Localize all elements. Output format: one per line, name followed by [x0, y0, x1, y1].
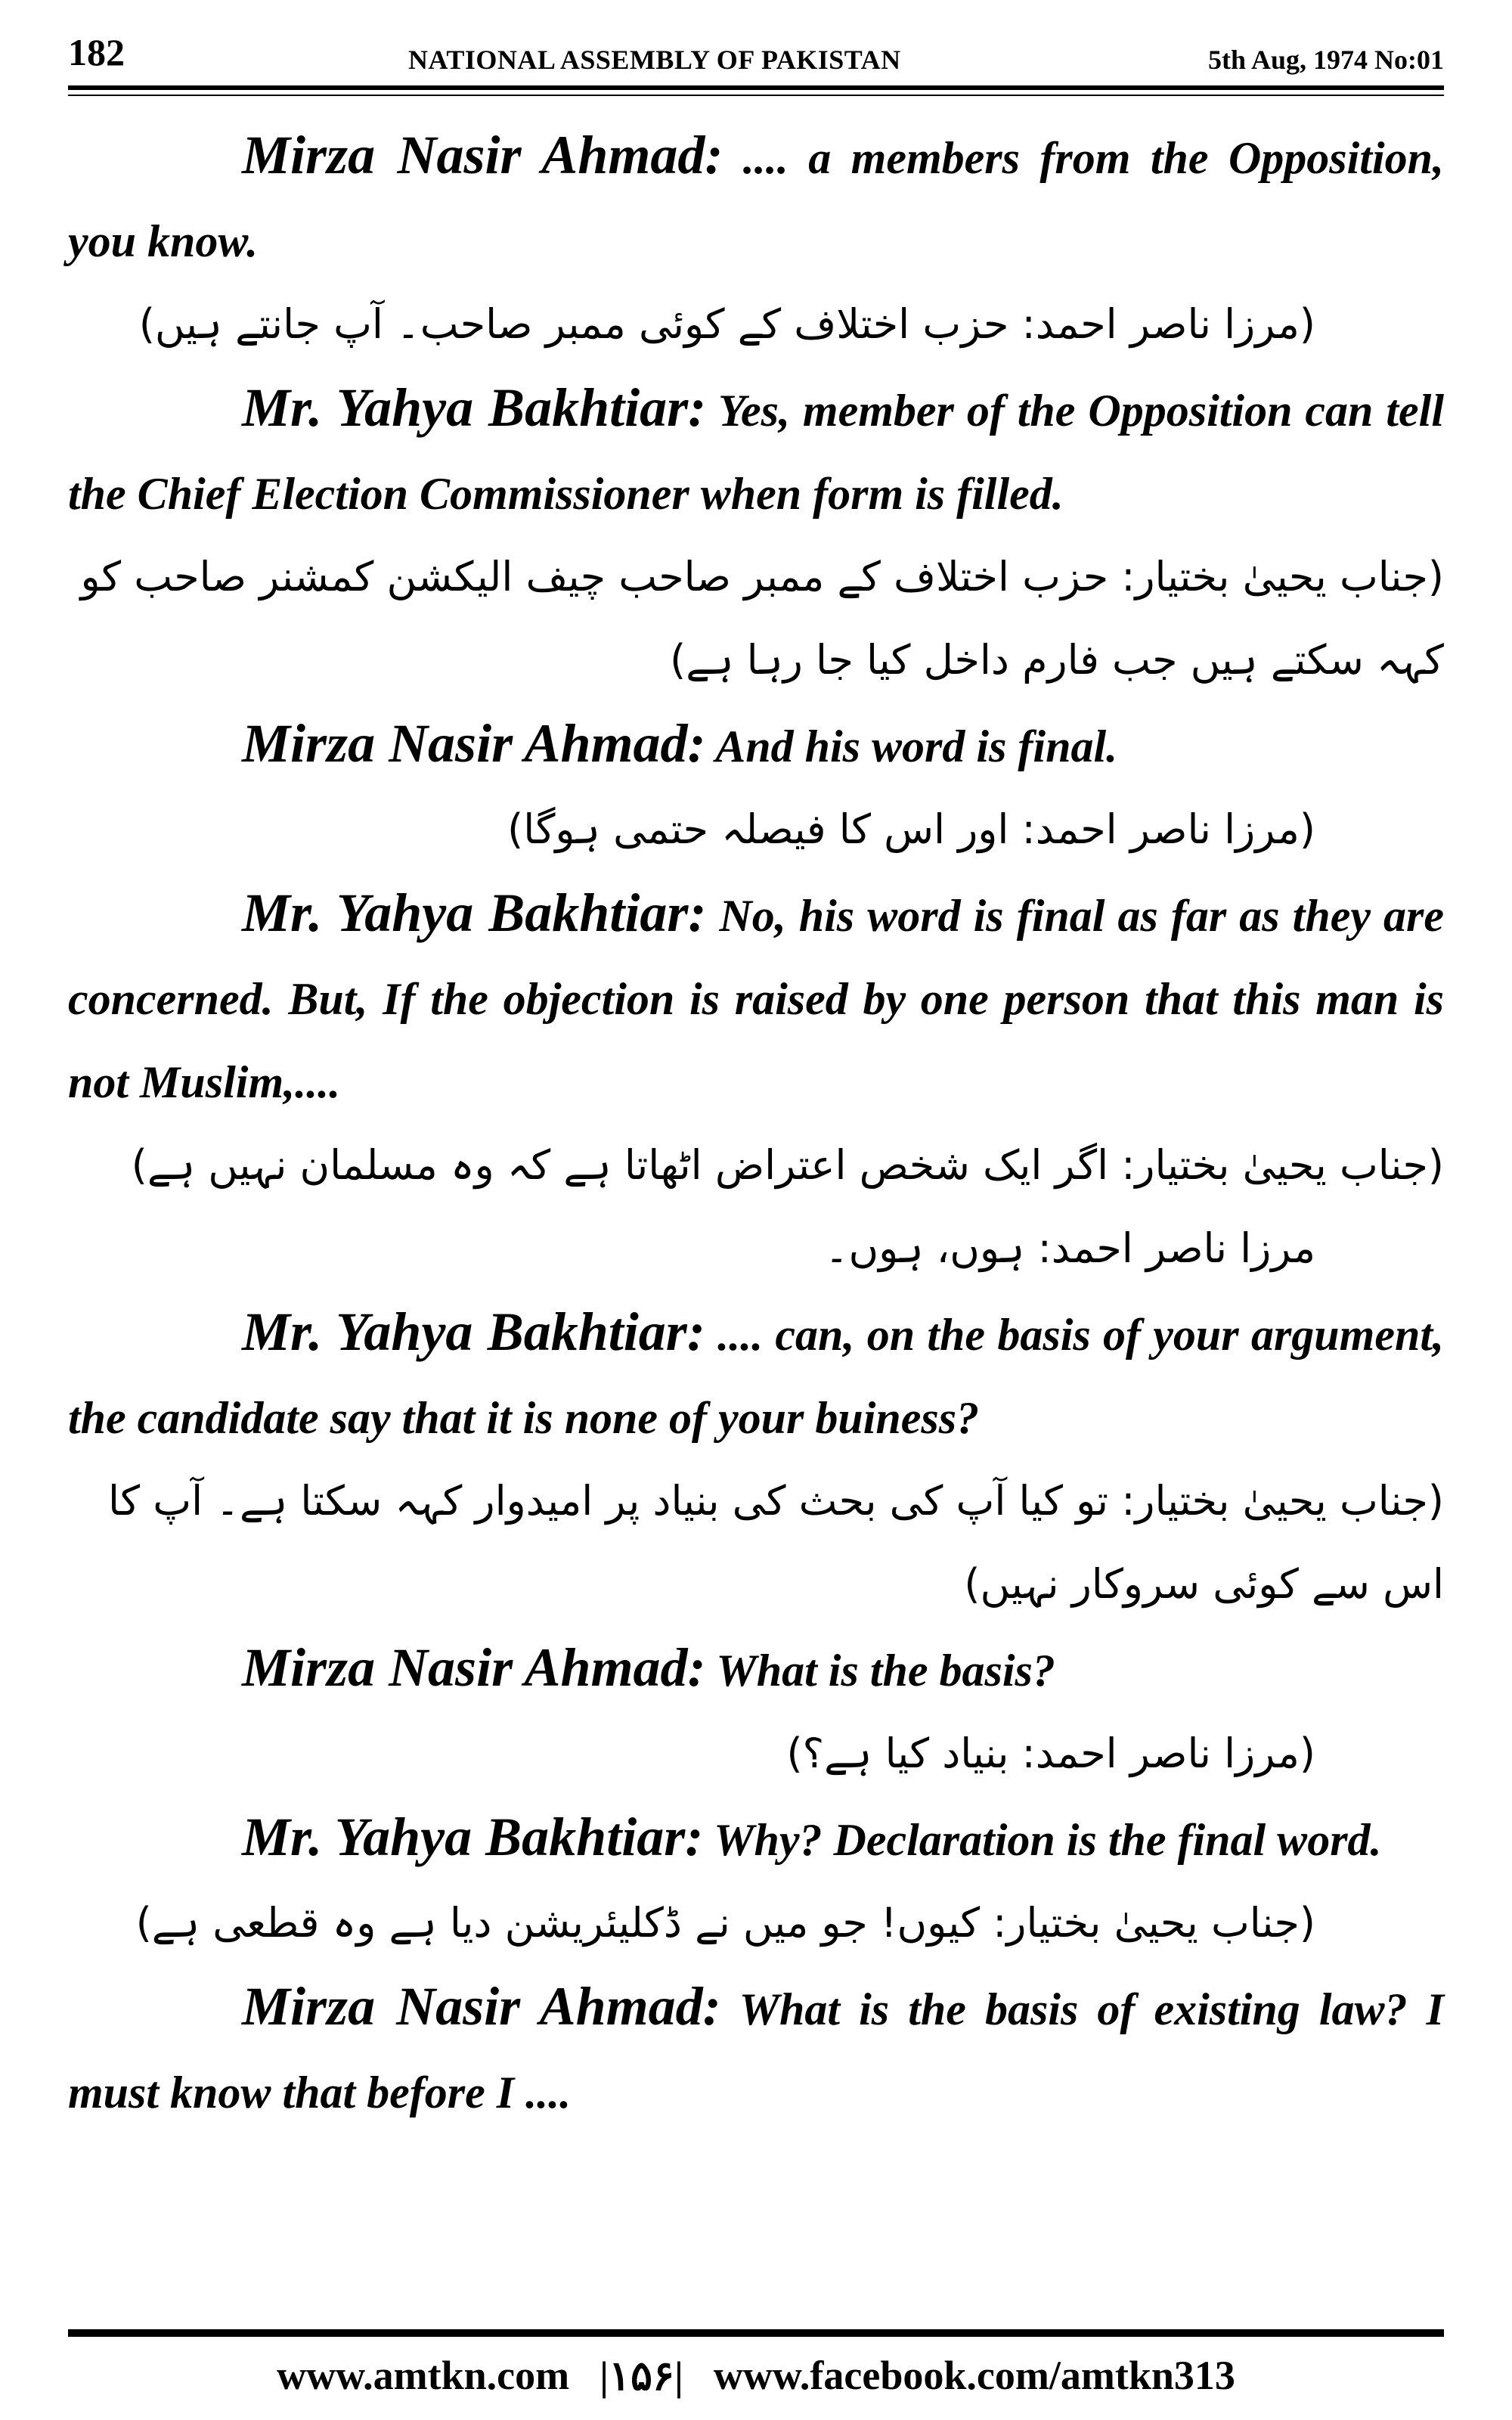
speaker-name: Mirza Nasir Ahmad:	[242, 1976, 721, 2037]
page-reference: |۱۵۶|	[600, 2353, 683, 2399]
speech-text: No, his word is final as far as they are concerned. But, If the objection is raised by one person that this man is not Muslim,....	[68, 891, 1444, 1107]
page-number: 182	[68, 31, 125, 73]
facebook-link[interactable]: www.facebook.com/amtkn313	[713, 2353, 1235, 2398]
header-date-issue: 5th Aug, 1974 No:01	[1207, 45, 1444, 75]
speech-text: .... a members from the Opposition, you know.	[68, 133, 1445, 266]
urdu-translation: (مرزا ناصر احمد: بنیاد کیا ہے؟)	[786, 1730, 1315, 1777]
speaker-name: Mr. Yahya Bakhtiar:	[242, 883, 707, 943]
english-paragraph	[68, 871, 1444, 1124]
speaker-name: Mr. Yahya Bakhtiar:	[242, 377, 707, 438]
urdu-translation: مرزا ناصر احمد: ہوں، ہوں۔	[824, 1224, 1315, 1272]
urdu-translation: (جناب یحییٰ بختیار: حزب اختلاف کے ممبر صاحب چیف الیکشن کمشنر صاحب کو کہہ سکتے ہیں جب فارم داخل کیا جا رہا ہے)	[80, 553, 1444, 684]
page-header	[68, 30, 1444, 83]
speaker-name: Mr. Yahya Bakhtiar:	[242, 1302, 705, 1362]
english-paragraph	[68, 1965, 1444, 2134]
page-footer	[68, 2352, 1444, 2400]
english-paragraph	[68, 1795, 1444, 1882]
footer-rule	[68, 2329, 1444, 2337]
english-paragraph	[68, 366, 1444, 535]
urdu-translation: (جناب یحییٰ بختیار: کیوں! جو میں نے ڈکلیئریشن دیا ہے وہ قطعی ہے)	[135, 1899, 1315, 1947]
speech-text: Why? Declaration is the final word.	[703, 1815, 1382, 1865]
urdu-translation: (مرزا ناصر احمد: حزب اختلاف کے کوئی ممبر صاحب۔ آپ جانتے ہیں)	[138, 300, 1315, 348]
english-paragraph	[68, 702, 1444, 788]
header-title: NATIONAL ASSEMBLY OF PAKISTAN	[408, 45, 901, 75]
speaker-name: Mirza Nasir Ahmad:	[242, 1637, 706, 1698]
speech-text: Yes, member of the Opposition can tell the Chief Election Commissioner when form is filled.	[68, 386, 1444, 519]
speech-text: What is the basis of existing law? I must know that before I ....	[68, 1984, 1444, 2118]
urdu-translation: (مرزا ناصر احمد: اور اس کا فیصلہ حتمی ہوگا)	[507, 805, 1315, 853]
speaker-name: Mr. Yahya Bakhtiar:	[242, 1807, 704, 1867]
english-paragraph	[68, 1290, 1444, 1460]
speaker-name: Mirza Nasir Ahmad:	[242, 125, 723, 185]
transcript-body	[68, 113, 1444, 2134]
speech-text: And his word is final.	[705, 721, 1118, 771]
speech-text: .... can, on the basis of your argument, the candidate say that it is none of your buiness?	[68, 1310, 1444, 1443]
urdu-translation: (جناب یحییٰ بختیار: تو کیا آپ کی بحث کی بنیاد پر امیدوار کہہ سکتا ہے۔ آپ کا اس سے کوئی سروکار نہیں)	[107, 1477, 1444, 1608]
english-paragraph	[68, 1626, 1444, 1712]
header-rule-thick	[68, 85, 1444, 90]
english-paragraph	[68, 113, 1444, 283]
urdu-translation: (جناب یحییٰ بختیار: اگر ایک شخص اعتراض اٹھاتا ہے کہ وہ مسلمان نہیں ہے)	[131, 1141, 1444, 1189]
speaker-name: Mirza Nasir Ahmad:	[242, 713, 706, 774]
speech-text: What is the basis?	[705, 1646, 1055, 1696]
website-link[interactable]: www.amtkn.com	[277, 2353, 570, 2398]
header-rule-thin	[68, 95, 1444, 96]
